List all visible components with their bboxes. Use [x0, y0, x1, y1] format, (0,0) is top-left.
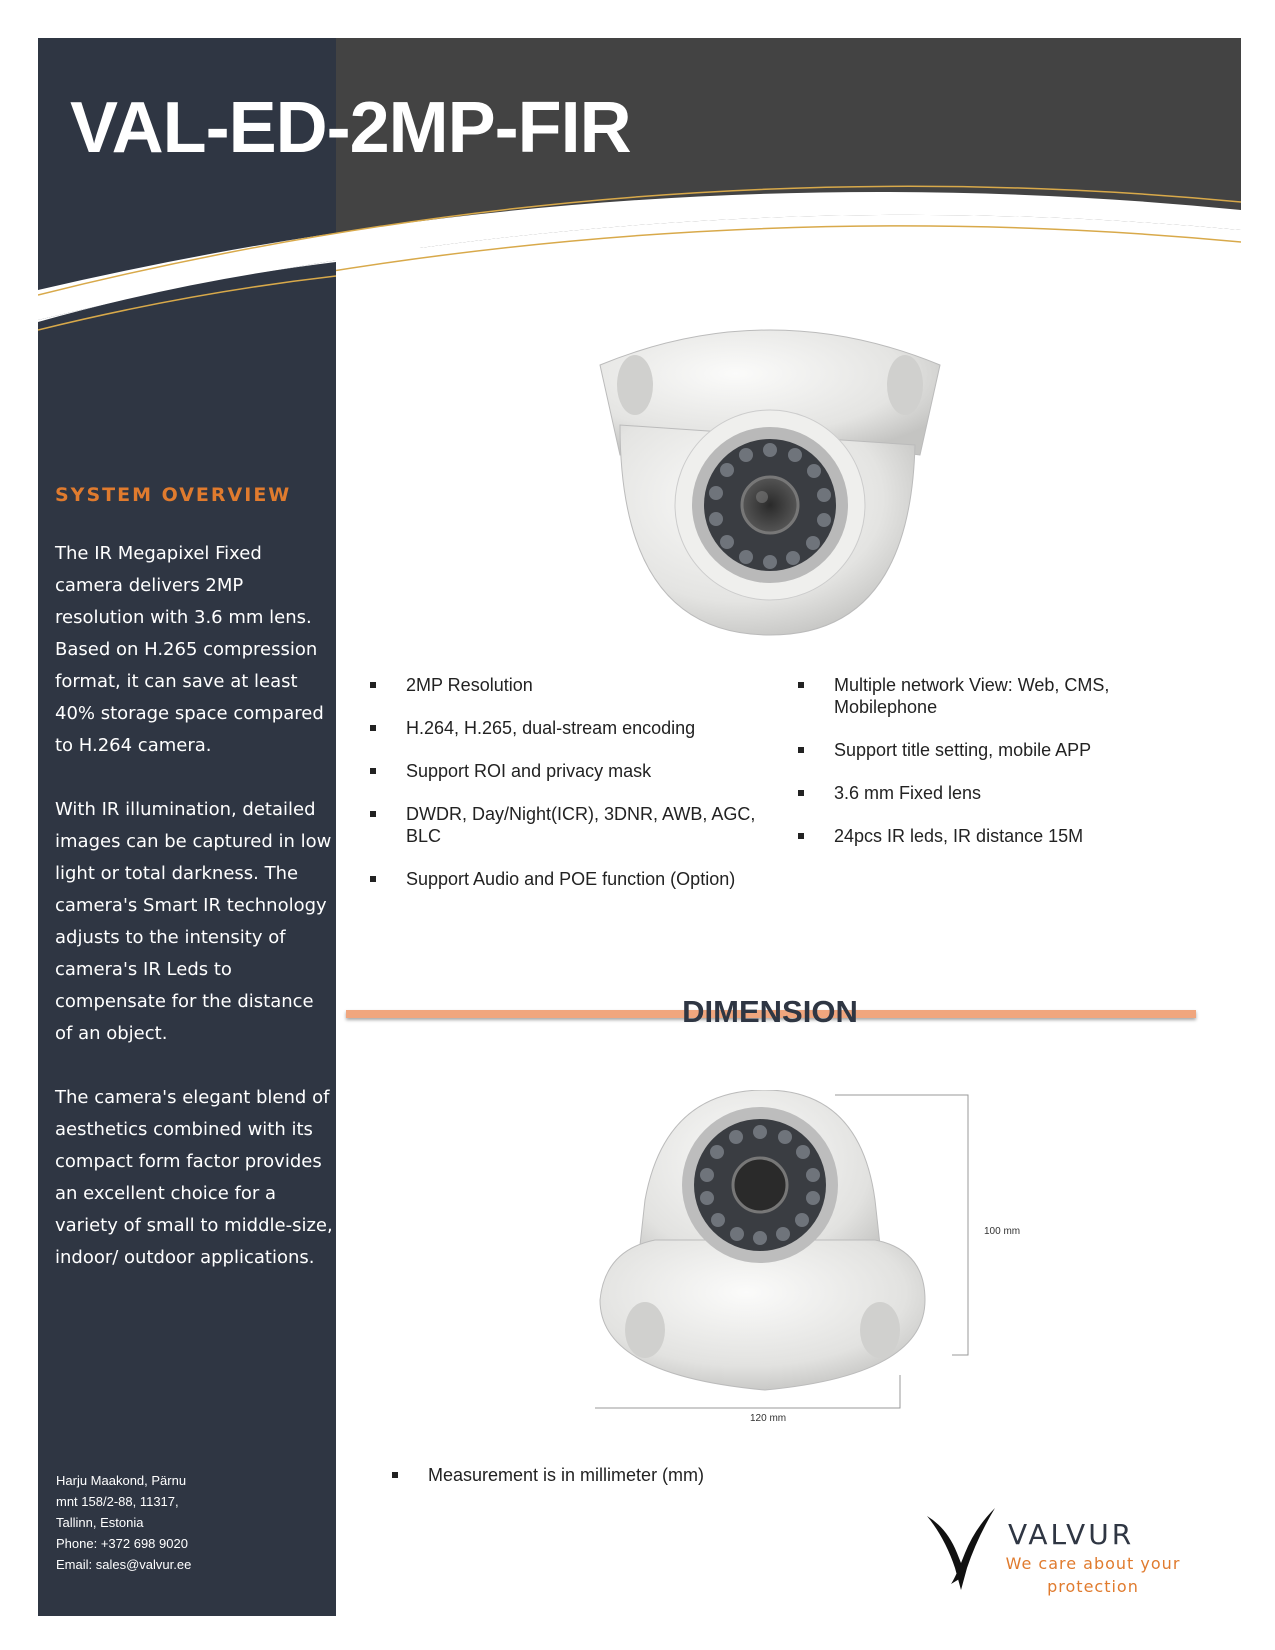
- feature-item: 3.6 mm Fixed lens: [798, 782, 1128, 804]
- measurement-note: Measurement is in millimeter (mm): [392, 1464, 892, 1486]
- feature-item: H.264, H.265, dual-stream encoding: [370, 717, 770, 739]
- brand-name: VALVUR: [1008, 1518, 1135, 1551]
- product-title: VAL-ED-2MP-FIR: [70, 88, 631, 168]
- feature-item: Support Audio and POE function (Option): [370, 868, 770, 890]
- contact-block: [56, 1470, 326, 1575]
- overview-text: [55, 538, 335, 1306]
- feature-item: Multiple network View: Web, CMS, Mobilephone: [798, 674, 1128, 718]
- overview-paragraph: The camera's elegant blend of aesthetics combined with its compact form factor provides an excellent choice for a variety of small to middle-size, indoor/ outdoor applications.: [55, 1087, 333, 1268]
- feature-list-right: [798, 674, 1128, 868]
- contact-address-line: mnt 158/2-88, 11317,: [56, 1494, 179, 1509]
- dimension-title: DIMENSION: [682, 994, 858, 1029]
- camera-image: [580, 305, 960, 645]
- brand-tagline: We care about your protection: [1005, 1554, 1181, 1596]
- feature-item: 2MP Resolution: [370, 674, 770, 696]
- contact-address-line: Harju Maakond, Pärnu: [56, 1473, 187, 1488]
- camera-dimension-image: [595, 1090, 1015, 1420]
- feature-item: 24pcs IR leds, IR distance 15M: [798, 825, 1128, 847]
- measurement-note-list: [392, 1464, 892, 1507]
- overview-paragraph: The IR Megapixel Fixed camera delivers 2MP resolution with 3.6 mm lens. Based on H.265 compression format, it can save at least 40% storage space compared to H.264 camera.: [55, 543, 324, 756]
- valvur-bird-logo: [925, 1508, 997, 1590]
- sidebar-swoosh-fill: [38, 180, 336, 360]
- feature-item: Support ROI and privacy mask: [370, 760, 770, 782]
- height-dimension-label: 100 mm: [984, 1226, 1021, 1237]
- overview-paragraph: With IR illumination, detailed images can be captured in low light or total darkness. The camera's Smart IR technology adjusts to the intensity of camera's IR Leds to compensate for the distance of an object.: [55, 799, 332, 1044]
- feature-list-left: [370, 674, 770, 911]
- contact-email: Email: sales@valvur.ee: [56, 1557, 192, 1572]
- feature-item: DWDR, Day/Night(ICR), 3DNR, AWB, AGC, BLC: [370, 803, 770, 847]
- contact-phone: Phone: +372 698 9020: [56, 1536, 188, 1551]
- contact-address-line: Tallinn, Estonia: [56, 1515, 144, 1530]
- width-dimension-label: 120 mm: [750, 1413, 787, 1424]
- overview-heading: SYSTEM OVERVIEW: [55, 484, 292, 506]
- feature-item: Support title setting, mobile APP: [798, 739, 1128, 761]
